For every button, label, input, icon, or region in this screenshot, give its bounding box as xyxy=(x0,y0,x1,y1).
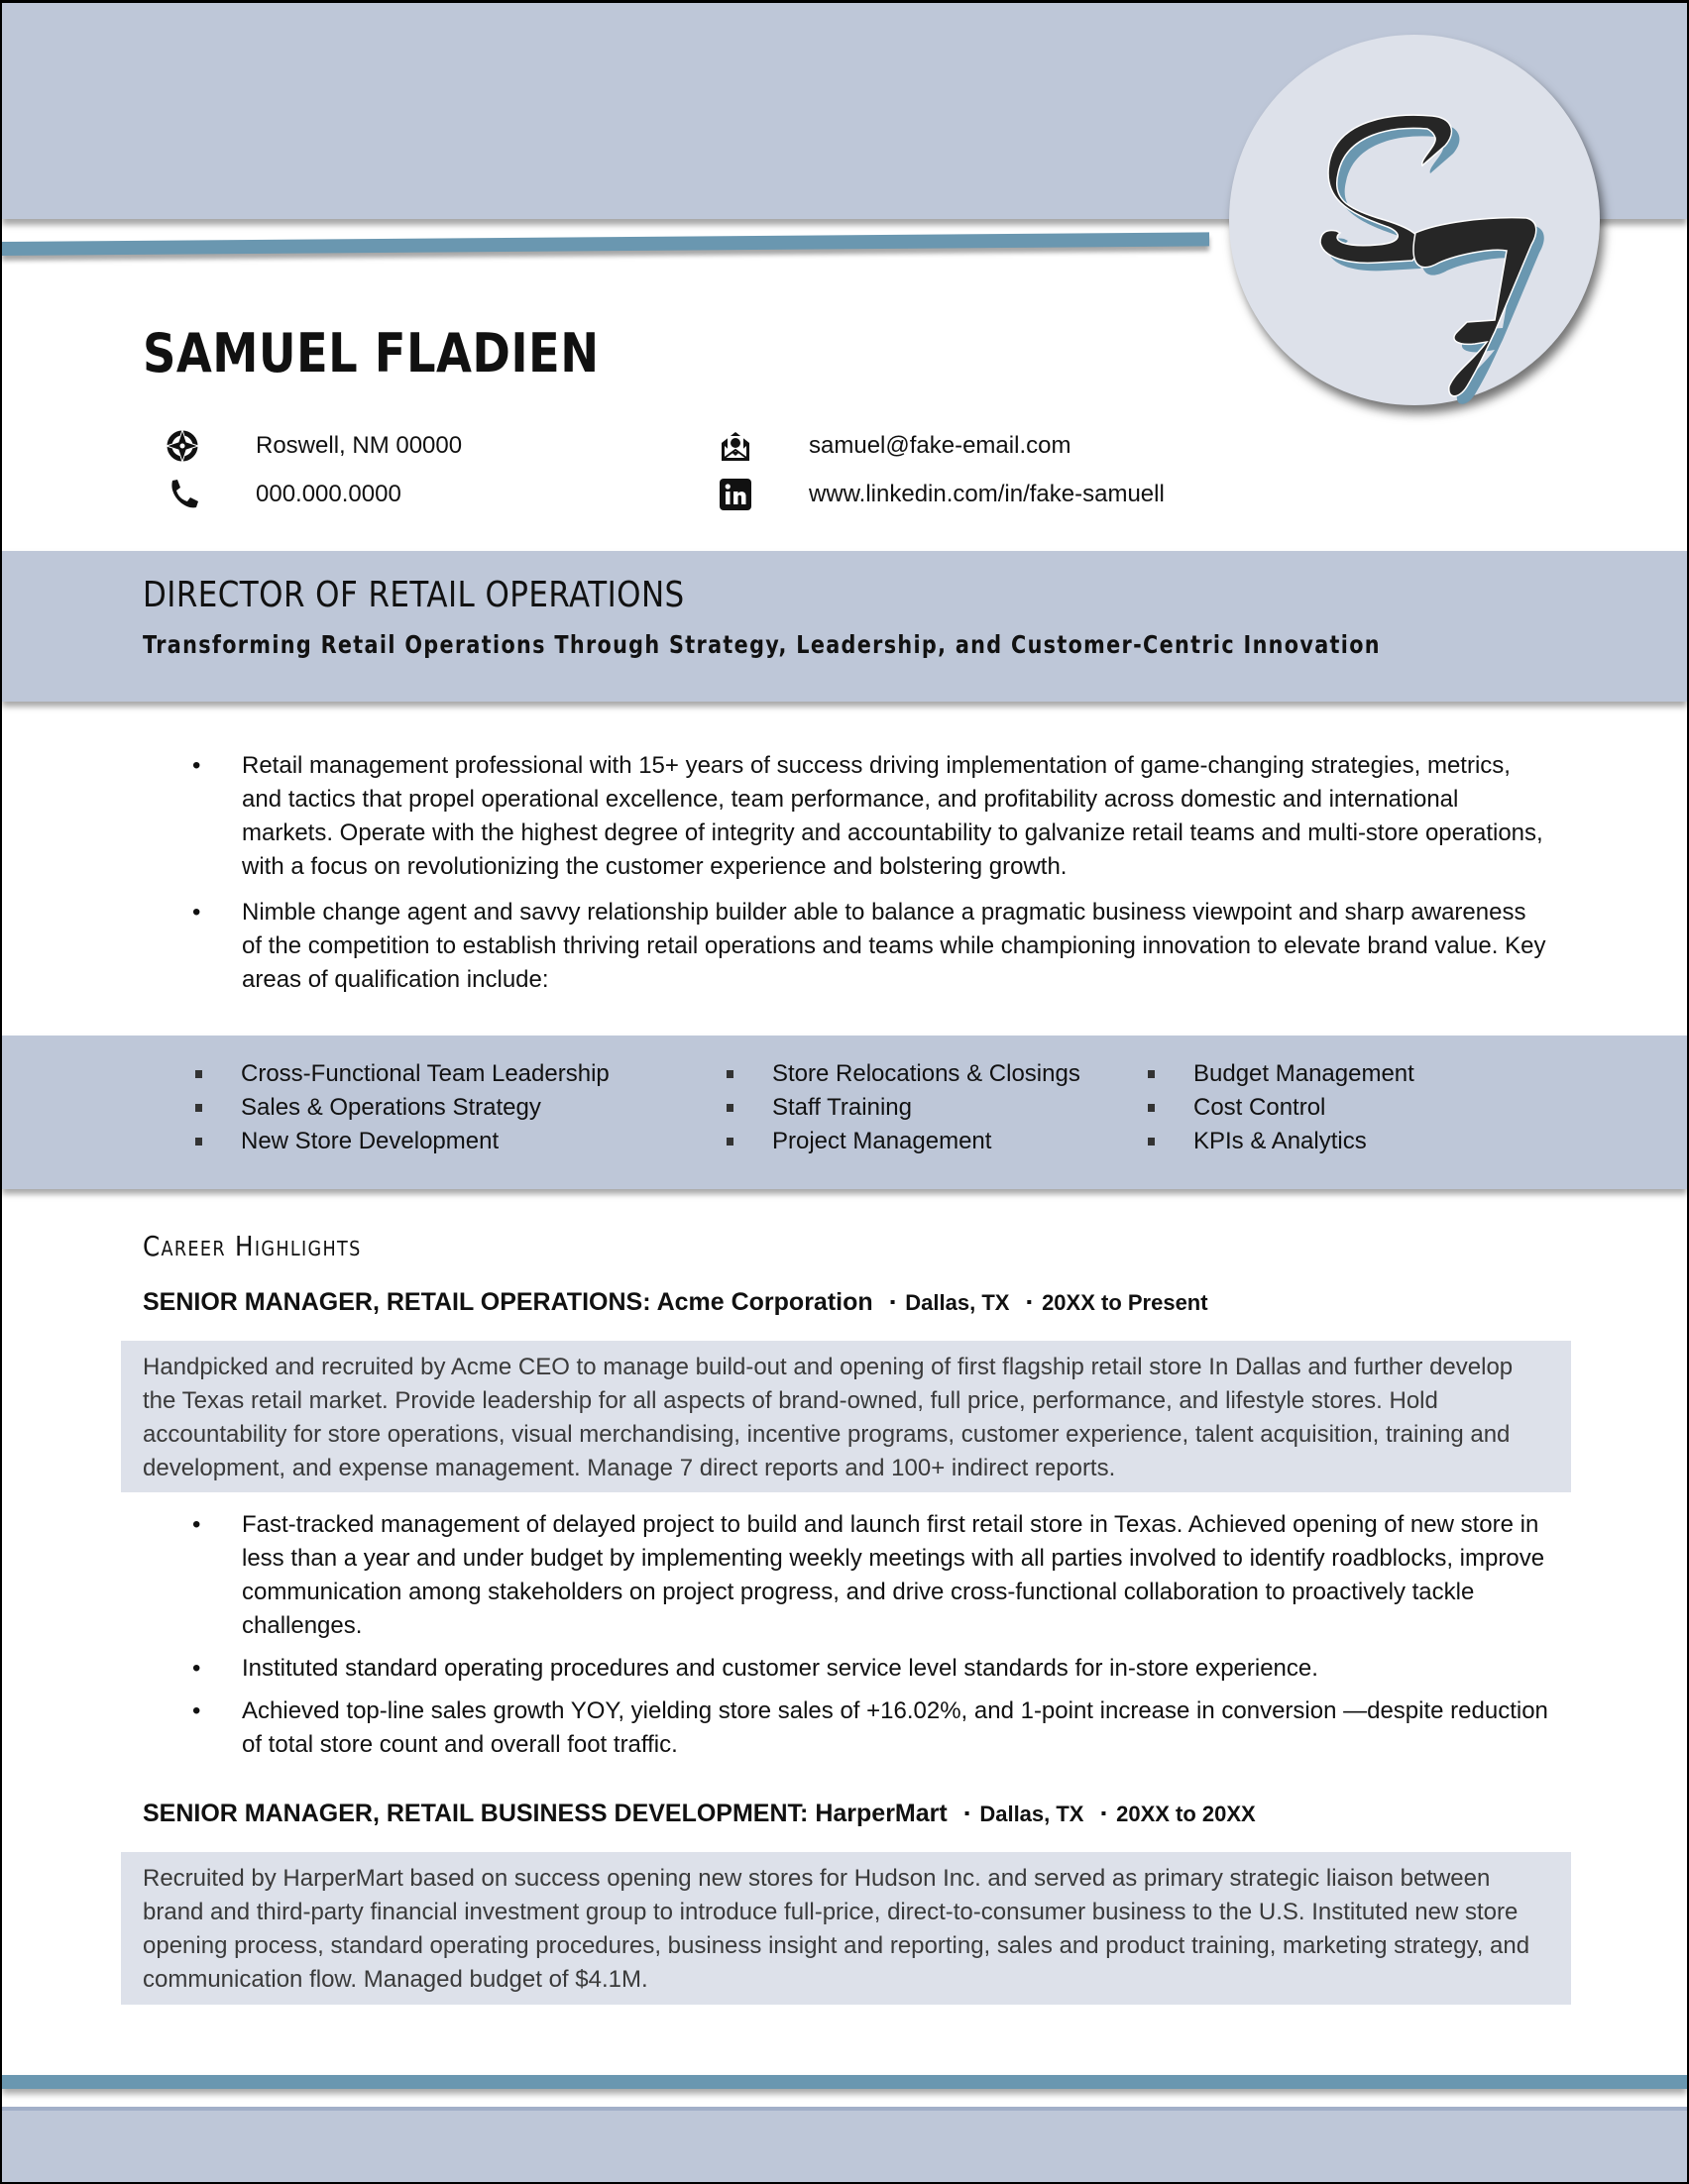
skills-column-3 xyxy=(1145,1057,1414,1158)
email-text[interactable]: samuel@fake-email.com xyxy=(809,432,1071,459)
location-text: Roswell, NM 00000 xyxy=(256,432,463,459)
skills-band xyxy=(2,1036,1687,1189)
career-highlights-heading: Career Highlights xyxy=(143,1230,362,1262)
job-location: Dallas, TX xyxy=(905,1290,1010,1315)
job-company: HarperMart xyxy=(815,1800,948,1827)
skill-item: Budget Management xyxy=(1145,1057,1414,1091)
job-company: Acme Corporation xyxy=(656,1288,873,1316)
job-description-2: Recruited by HarperMart based on success opening new stores for Hudson Inc. and served as primary strategic liaison between brand and third-party financial investment group to introduce full-price, direct-to-consumer business to the U.S. Instituted new store opening process, standard operating procedures, business insight and reporting, sales and product training, marketing strategy, and communication flow. Managed budget of $4.1M. xyxy=(121,1852,1571,2005)
achievement-bullet: • Achieved top-line sales growth YOY, yielding store sales of +16.02%, and 1-point increase in conversion —despite reduction of total store count and overall foot traffic. xyxy=(190,1694,1548,1762)
contact-email xyxy=(714,426,1070,466)
job-location: Dallas, TX xyxy=(979,1802,1084,1826)
job-target-title: DIRECTOR OF RETAIL OPERATIONS xyxy=(143,575,685,615)
candidate-name: SAMUEL FLADIEN xyxy=(143,322,600,384)
separator-icon: ▪ xyxy=(963,1805,970,1822)
contact-linkedin xyxy=(714,475,1165,514)
header-accent-line xyxy=(2,232,1209,256)
achievement-bullet: • Fast-tracked management of delayed project to build and launch first retail store in Texas. Achieved opening of new store in less than a year and under budget by implementing weekly meetings with all parties involved to identify roadblocks, improve communication among stakeholders on project progress, and drive cross-functional collaboration to proactively tackle challenges. xyxy=(190,1508,1548,1643)
job-dates: 20XX to 20XX xyxy=(1116,1802,1256,1826)
compass-icon xyxy=(161,426,204,466)
skill-item: New Store Development xyxy=(192,1125,610,1158)
skill-item: Sales & Operations Strategy xyxy=(192,1091,610,1125)
job-title: SENIOR MANAGER, RETAIL BUSINESS DEVELOPMENT: xyxy=(143,1800,809,1827)
footer-accent-line xyxy=(2,2075,1687,2089)
footer-band xyxy=(2,2107,1687,2184)
phone-text[interactable]: 000.000.0000 xyxy=(256,481,401,507)
job-1-achievements xyxy=(190,1508,1548,1771)
title-band xyxy=(2,551,1687,702)
job-title: SENIOR MANAGER, RETAIL OPERATIONS: xyxy=(143,1288,651,1316)
contact-location xyxy=(161,426,462,466)
summary-bullet: • Retail management professional with 15+ years of success driving implementation of game-changing strategies, metrics, and tactics that propel operational excellence, team performance, and profitability across domestic and international markets. Operate with the highest degree of integrity and accountability to galvanize retail teams and multi-store operations, with a focus on revolutionizing the customer experience and bolstering growth. xyxy=(190,749,1548,884)
skill-item: Cost Control xyxy=(1145,1091,1414,1125)
skill-item: Store Relocations & Closings xyxy=(724,1057,1080,1091)
achievement-bullet: • Instituted standard operating procedures and customer service level standards for in-store experience. xyxy=(190,1652,1548,1686)
job-dates: 20XX to Present xyxy=(1042,1290,1208,1315)
separator-icon: ▪ xyxy=(1100,1805,1107,1822)
skill-item: KPIs & Analytics xyxy=(1145,1125,1414,1158)
summary-bullet: • Nimble change agent and savvy relationship builder able to balance a pragmatic business viewpoint and sharp awareness of the competition to establish thriving retail operations and teams while championing innovation to elevate brand value. Key areas of qualification include: xyxy=(190,896,1548,997)
separator-icon: ▪ xyxy=(889,1294,896,1311)
skills-column-1 xyxy=(192,1057,610,1158)
skill-item: Staff Training xyxy=(724,1091,1080,1125)
phone-icon xyxy=(161,475,204,514)
monogram-sf-icon xyxy=(1229,35,1600,405)
job-heading-1 xyxy=(143,1288,1208,1317)
job-description-1: Handpicked and recruited by Acme CEO to manage build-out and opening of first flagship retail store In Dallas and further develop the Texas retail market. Provide leadership for all aspects of brand-owned, full price, performance, and lifestyle stores. Hold accountability for store operations, visual merchandising, incentive programs, customer experience, talent acquisition, training and development, and expense management. Manage 7 direct reports and 100+ indirect reports. xyxy=(121,1341,1571,1492)
skill-item: Cross-Functional Team Leadership xyxy=(192,1057,610,1091)
job-heading-2 xyxy=(143,1800,1256,1828)
tagline: Transforming Retail Operations Through Strategy, Leadership, and Customer-Centric Innovation xyxy=(143,630,1381,659)
contact-phone xyxy=(161,475,401,514)
summary-list xyxy=(190,749,1548,1009)
email-icon xyxy=(714,426,757,466)
linkedin-text[interactable]: www.linkedin.com/in/fake-samuell xyxy=(809,481,1165,507)
skills-column-2 xyxy=(724,1057,1080,1158)
separator-icon: ▪ xyxy=(1026,1294,1033,1311)
linkedin-icon xyxy=(714,475,757,514)
skill-item: Project Management xyxy=(724,1125,1080,1158)
monogram-logo xyxy=(1229,35,1600,405)
